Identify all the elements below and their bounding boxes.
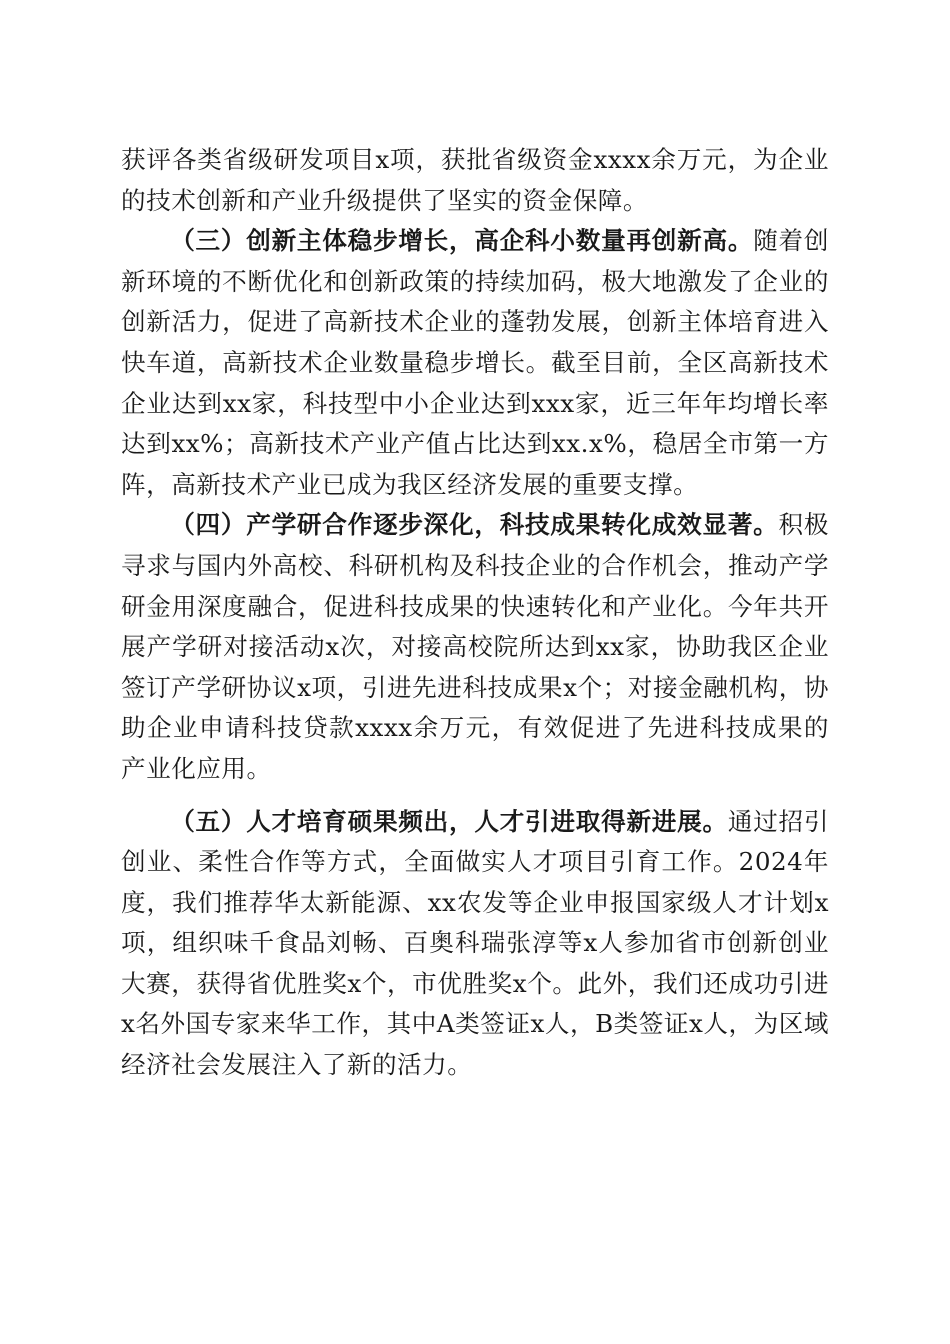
paragraph-body: 获评各类省级研发项目x项，获批省级资金xxxx余万元，为企业的技术创新和产业升级提供了坚实的资金保障。: [121, 145, 829, 215]
paragraph-continuation: [121, 140, 829, 221]
paragraph-section-5: [121, 802, 829, 1086]
section-heading: （三）创新主体稳步增长，高企科小数量再创新高。: [170, 226, 754, 256]
section-heading: （五）人才培育硕果频出，人才引进取得新进展。: [170, 806, 728, 836]
section-heading: （四）产学研合作逐步深化，科技成果转化成效显著。: [170, 510, 779, 540]
paragraph-body: 积极寻求与国内外高校、科研机构及科技企业的合作机会，推动产学研金用深度融合，促进科技成果的快速转化和产业化。今年共开展产学研对接活动x次，对接高校院所达到xx家，协助我区企业签订产学研协议x项，引进先进科技成果x个；对接金融机构，协助企业申请科技贷款xxxx余万元，有效促进了先进科技成果的产业化应用。: [121, 510, 829, 783]
paragraph-body: 随着创新环境的不断优化和创新政策的持续加码，极大地激发了企业的创新活力，促进了高新技术企业的蓬勃发展，创新主体培育进入快车道，高新技术企业数量稳步增长。截至目前，全区高新技术企业达到xx家，科技型中小企业达到xxx家，近三年年均增长率达到xx%；高新技术产业产值占比达到xx.x%，稳居全市第一方阵，高新技术产业已成为我区经济发展的重要支撑。: [121, 226, 829, 499]
document-body: [121, 140, 829, 1086]
paragraph-section-4: [121, 505, 829, 789]
paragraph-body: 通过招引创业、柔性合作等方式，全面做实人才项目引育工作。2024年度，我们推荐华太新能源、xx农发等企业申报国家级人才计划x项，组织味千食品刘畅、百奥科瑞张淳等x人参加省市创新创业大赛，获得省优胜奖x个，市优胜奖x个。此外，我们还成功引进x名外国专家来华工作，其中A类签证x人，B类签证x人，为区域经济社会发展注入了新的活力。: [121, 806, 829, 1080]
paragraph-section-3: [121, 221, 829, 505]
